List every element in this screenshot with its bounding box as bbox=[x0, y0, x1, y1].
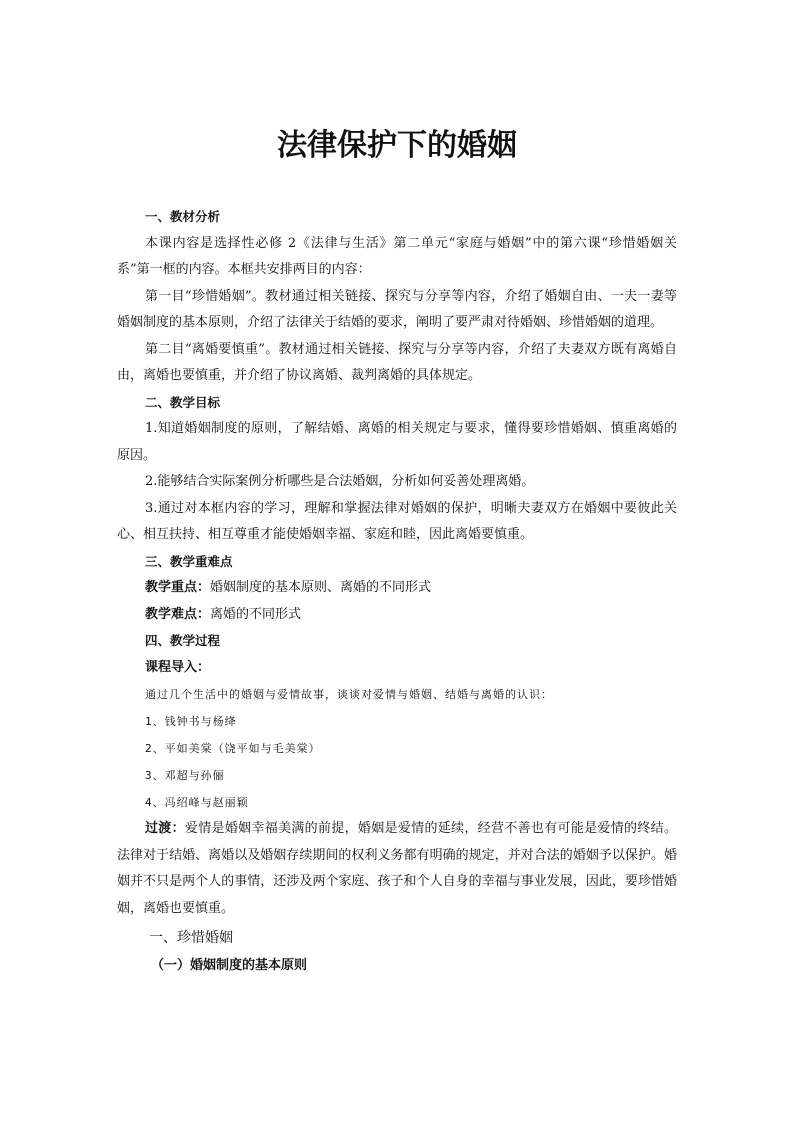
key-point-text: 婚姻制度的基本原则、离婚的不同形式 bbox=[210, 580, 432, 595]
section-heading-teaching-goals: 二、教学目标 bbox=[145, 394, 221, 410]
subheading-principles: （一）婚姻制度的基本原则 bbox=[151, 958, 308, 973]
goal-item: 3.通过对本框内容的学习，理解和掌握法律对婚姻的保护，明晰夫妻双方在婚姻中要彼此关心、相互扶持、相互尊重才能使婚姻幸福、家庭和睦，因此离婚要慎重。 bbox=[117, 500, 677, 542]
paragraph: 第二目“离婚要慎重”。教材通过相关链接、探究与分享等内容，介绍了夫妻双方既有离婚自由，离婚也要慎重，并介绍了协议离婚、裁判离婚的具体规定。 bbox=[117, 341, 677, 383]
key-point-label: 教学重点： bbox=[145, 580, 211, 595]
goal-item: 1.知道婚姻制度的原则，了解结婚、离婚的相关规定与要求，懂得要珍惜婚姻、慎重离婚的原因。 bbox=[117, 421, 677, 463]
list-item: 4、冯绍峰与赵丽颖 bbox=[145, 796, 249, 809]
intro-label: 课程导入： bbox=[145, 659, 211, 675]
transition-text: 爱情是婚姻幸福美满的前提，婚姻是爱情的延续，经营不善也有可能是爱情的终结。法律对于结婚、离婚以及婚姻存续期间的权利义务都有明确的规定，并对合法的婚姻予以保护。婚姻并不只是两个人的事情，还涉及两个家庭、孩子和个人自身的幸福与事业发展，因此，要珍惜婚姻，离婚也要慎重。 bbox=[117, 821, 677, 916]
intro-text: 通过几个生活中的婚姻与爱情故事，谈谈对爱情与婚姻、结婚与离婚的认识： bbox=[145, 688, 553, 701]
transition-label: 过渡： bbox=[145, 821, 185, 836]
section-heading-cherish-marriage: 一、珍惜婚姻 bbox=[149, 930, 233, 946]
paragraph: 本课内容是选择性必修 2《法律与生活》第二单元“家庭与婚姻”中的第六课“珍惜婚姻关系”第一框的内容。本框共安排两目的内容： bbox=[117, 235, 677, 277]
transition-paragraph bbox=[117, 816, 677, 922]
key-point-line bbox=[117, 575, 677, 602]
difficulty-text: 离婚的不同形式 bbox=[210, 606, 302, 622]
section-heading-process: 四、教学过程 bbox=[145, 633, 221, 648]
page-title: 法律保护下的婚姻 bbox=[277, 128, 517, 163]
list-item: 2、平如美棠（饶平如与毛美棠） bbox=[145, 742, 321, 755]
section-heading-textbook-analysis: 一、教材分析 bbox=[145, 209, 221, 224]
paragraph: 第一目“珍惜婚姻”。教材通过相关链接、探究与分享等内容，介绍了婚姻自由、一夫一妻等婚姻制度的基本原则，介绍了法律关于结婚的要求，阐明了要严肃对待婚姻、珍惜婚姻的道理。 bbox=[117, 288, 677, 330]
section-heading-key-points: 三、教学重难点 bbox=[145, 553, 233, 569]
list-item: 3、邓超与孙俪 bbox=[145, 769, 225, 782]
difficulty-line bbox=[117, 602, 677, 629]
document-body bbox=[117, 204, 677, 980]
list-item: 1、钱钟书与杨绛 bbox=[145, 715, 237, 728]
goal-item: 2.能够结合实际案例分析哪些是合法婚姻，分析如何妥善处理离婚。 bbox=[145, 474, 535, 489]
difficulty-label: 教学难点： bbox=[145, 606, 211, 622]
